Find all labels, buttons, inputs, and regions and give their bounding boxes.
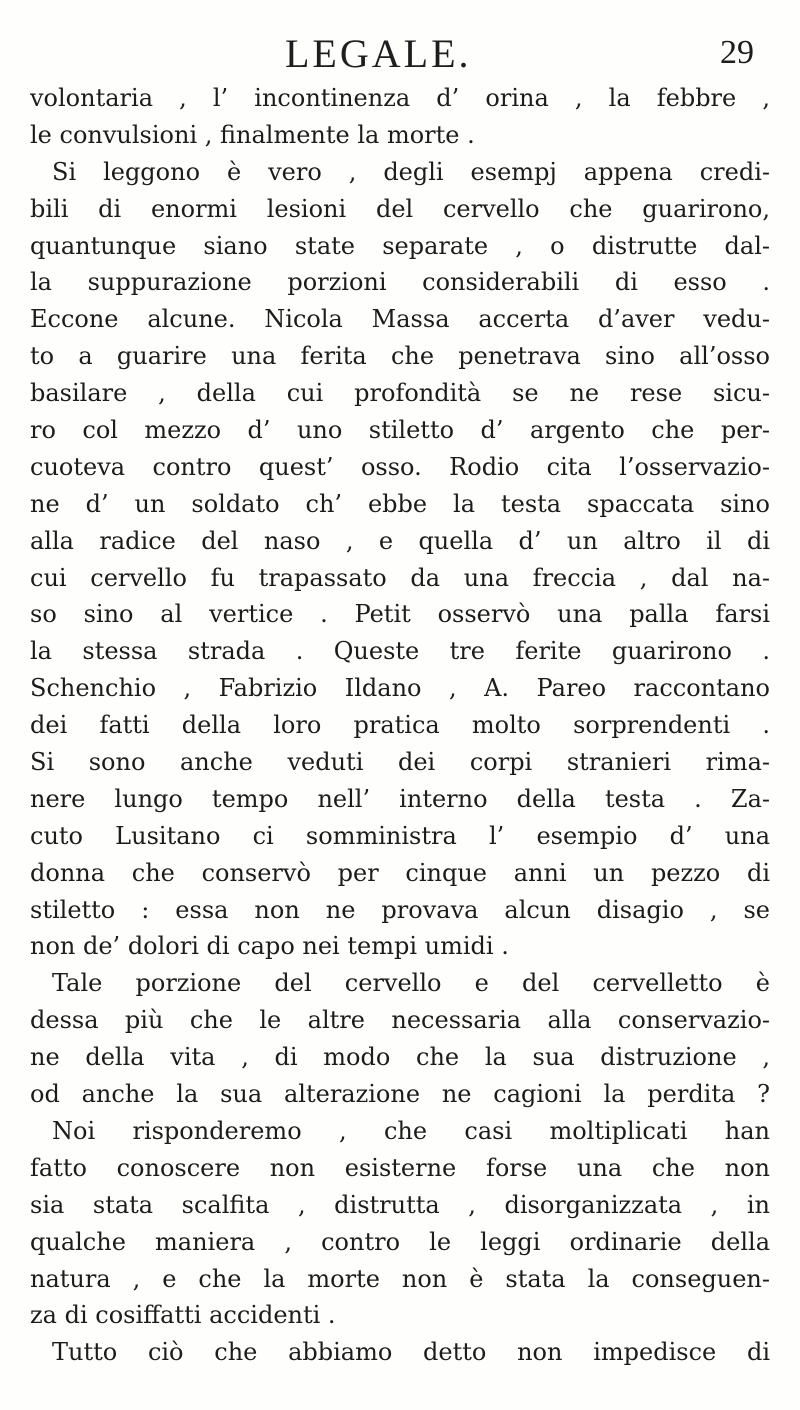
text-line: ne d’ un soldato ch’ ebbe la testa spaccata sino — [30, 489, 770, 518]
text-line: cui cervello fu trapassato da una freccia , dal na- — [30, 563, 770, 592]
text-line: alla radice del naso , e quella d’ un altro il di — [30, 526, 770, 555]
text-line: quantunque siano state separate , o distrutte dal- — [30, 231, 770, 260]
text-line: dessa più che le altre necessaria alla conservazio- — [30, 1006, 770, 1035]
text-line: ro col mezzo d’ uno stiletto d’ argento che per- — [30, 416, 770, 445]
text-line: za di cosiffatti accidenti . — [30, 1301, 336, 1330]
text-line: donna che conservò per cinque anni un pezzo di — [30, 858, 770, 887]
text-line: Schenchio , Fabrizio Ildano , A. Pareo raccontano — [30, 674, 770, 703]
body-text — [30, 80, 770, 1371]
text-line: la suppurazione porzioni considerabili di esso . — [30, 268, 770, 297]
text-line: dei fatti della loro pratica molto sorprendenti . — [30, 711, 770, 740]
text-line: od anche la sua alterazione ne cagioni la perdita ? — [30, 1080, 770, 1109]
page-header — [0, 24, 800, 84]
text-line: qualche maniera , contro le leggi ordinarie della — [30, 1227, 770, 1256]
text-line: stiletto : essa non ne provava alcun disagio , se — [30, 895, 770, 924]
text-line: Noi risponderemo , che casi moltiplicati han — [52, 1116, 770, 1145]
text-line: cuto Lusitano ci somministra l’ esempio d’ una — [30, 821, 770, 850]
text-line: Si sono anche veduti dei corpi stranieri rima- — [30, 748, 770, 777]
text-line: bili di enormi lesioni del cervello che guarirono, — [30, 194, 770, 223]
text-line: sia stata scalfita , distrutta , disorganizzata , in — [30, 1190, 770, 1219]
text-line: ne della vita , di modo che la sua distruzione , — [30, 1043, 770, 1072]
text-line: natura , e che la morte non è stata la conseguen- — [30, 1264, 770, 1293]
text-line: fatto conoscere non esisterne forse una che non — [30, 1153, 770, 1182]
text-line: Si leggono è vero , degli esempj appena credi- — [52, 157, 770, 186]
text-line: Tutto ciò che abbiamo detto non impedisce di — [52, 1338, 770, 1367]
text-line: so sino al vertice . Petit osservò una palla farsi — [30, 600, 770, 629]
text-line: cuoteva contro quest’ osso. Rodio cita l’osservazio- — [30, 452, 770, 481]
running-head: LEGALE. — [285, 31, 472, 76]
text-line: la stessa strada . Queste tre ferite guarirono . — [30, 637, 770, 666]
text-line: to a guarire una ferita che penetrava sino all’osso — [30, 342, 770, 371]
text-line: volontaria , l’ incontinenza d’ orina , la febbre , — [30, 84, 770, 112]
text-line: basilare , della cui profondità se ne rese sicu- — [30, 379, 770, 408]
page-number: 29 — [720, 34, 754, 71]
text-line: nere lungo tempo nell’ interno della testa . Za- — [30, 784, 770, 813]
text-line: Tale porzione del cervello e del cervelletto è — [52, 969, 770, 998]
text-line: le convulsioni , finalmente la morte . — [30, 120, 475, 149]
text-line: non de’ dolori di capo nei tempi umidi . — [30, 932, 509, 961]
text-line: Eccone alcune. Nicola Massa accerta d’aver vedu- — [30, 305, 770, 334]
